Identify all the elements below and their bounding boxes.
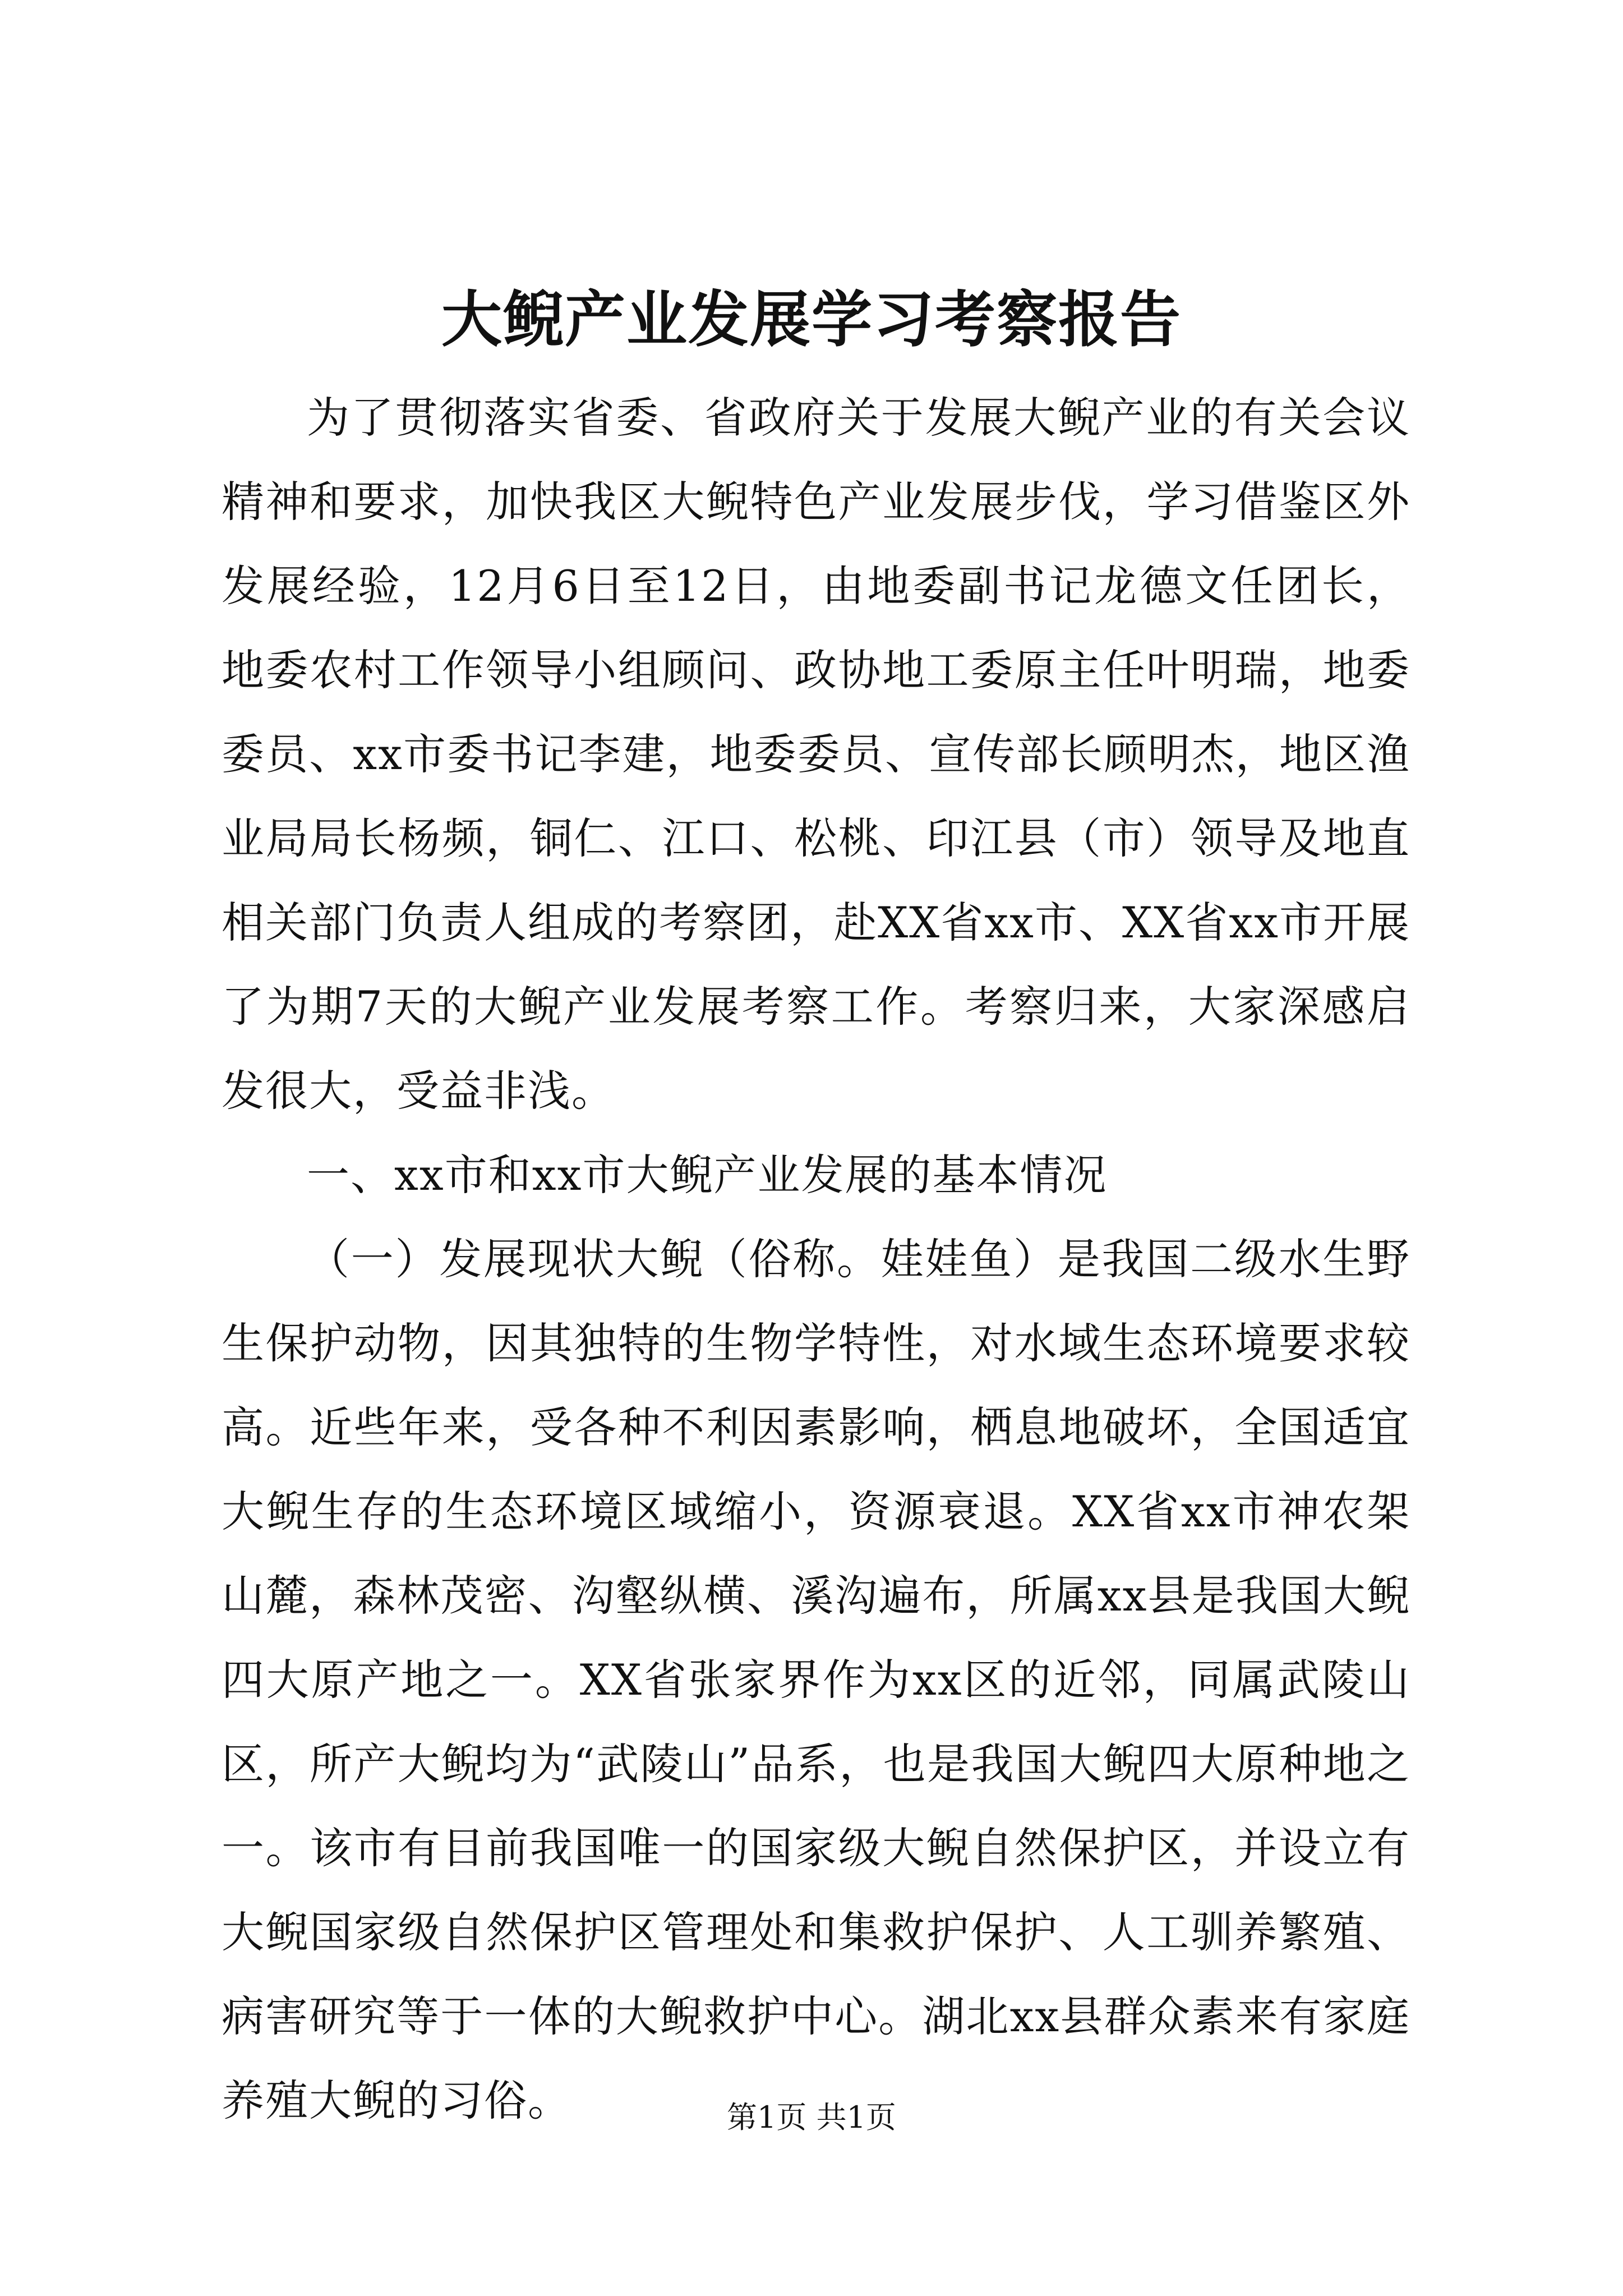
section-heading: 一、xx市和xx市大鲵产业发展的基本情况 (307, 1150, 1108, 1200)
document-body (222, 376, 1410, 2143)
page-number-footer: 第1页 共1页 (727, 2100, 896, 2135)
section-paragraph: （一）发展现状大鲵（俗称。娃娃鱼）是我国二级水生野生保护动物，因其独特的生物学特性，对水域生态环境要求较高。近些年来，受各种不利因素影响，栖息地破坏，全国适宜大鲵生存的生态环境区域缩小，资源衰退。XX省xx市神农架山麓，森林茂密、沟壑纵横、溪沟遍布，所属xx县是我国大鲵四大原产地之一。XX省张家界作为xx区的近邻，同属武陵山区，所产大鲵均为“武陵山”品系，也是我国大鲵四大原种地之一。该市有目前我国唯一的国家级大鲵自然保护区，并设立有大鲵国家级自然保护区管理处和集救护保护、人工驯养繁殖、病害研究等于一体的大鲵救护中心。湖北xx县群众素来有家庭养殖大鲵的习俗。 (222, 1234, 1410, 2125)
document-title: 大鲵产业发展学习考察报告 (441, 284, 1182, 355)
intro-paragraph: 为了贯彻落实省委、省政府关于发展大鲵产业的有关会议精神和要求，加快我区大鲵特色产业发展步伐，学习借鉴区外发展经验，12月6日至12日，由地委副书记龙德文任团长，地委农村工作领导小组顾问、政协地工委原主任叶明瑞，地委委员、xx市委书记李建，地委委员、宣传部长顾明杰，地区渔业局局长杨频，铜仁、江口、松桃、印江县（市）领导及地直相关部门负责人组成的考察团，赴XX省xx市、XX省xx市开展了为期7天的大鲵产业发展考察工作。考察归来，大家深感启发很大，受益非浅。 (222, 393, 1410, 1116)
